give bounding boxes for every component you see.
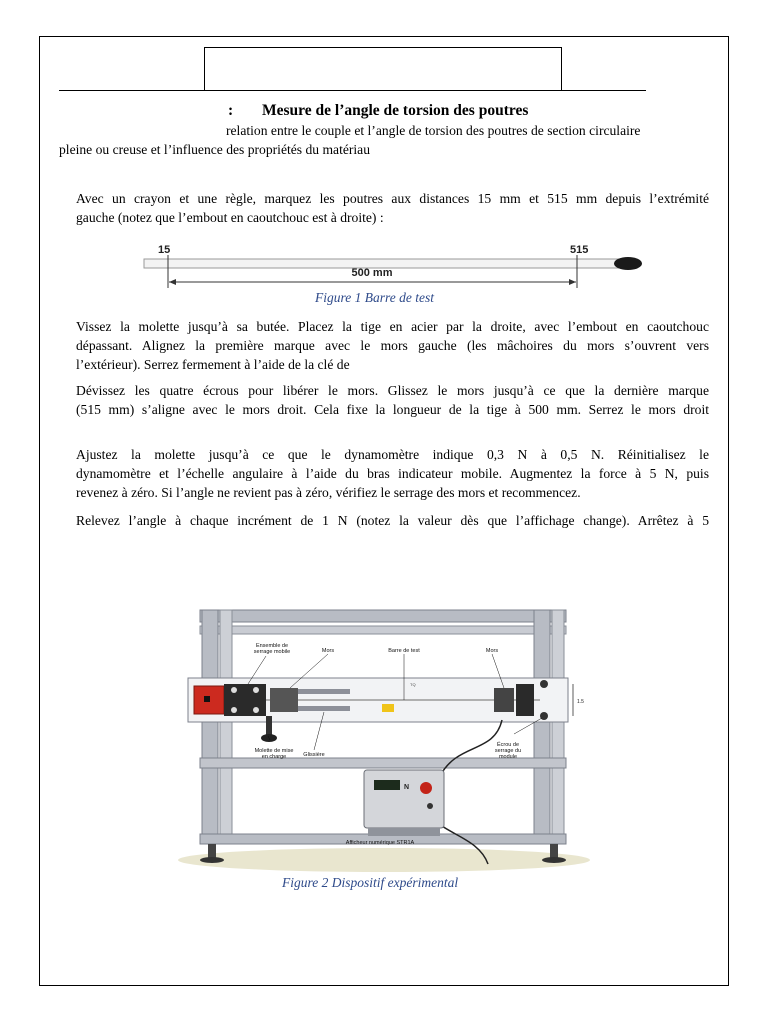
objective-paragraph <box>59 121 709 159</box>
display-screen <box>374 780 400 790</box>
paragraph-line: Avec un crayon et une règle, marquez les poutres aux distances 15 mm et 515 mm depuis l’extrémité <box>76 191 709 206</box>
label-slide: Glissière <box>303 752 325 758</box>
label-module-nut: Écrou de serrage du module <box>494 742 522 760</box>
paragraph-line: Dévissez les quatre écrous pour libérer le mors. Glissez le mors jusqu’à ce que la dernière marque <box>76 383 709 398</box>
frame-post-left <box>202 610 218 844</box>
foot-left <box>208 844 216 858</box>
foot-right-pad <box>542 857 566 863</box>
title-box <box>204 47 562 91</box>
frame-top-inner <box>200 626 566 634</box>
label-display: Afficheur numérique STR1A <box>345 840 415 846</box>
paragraph-line: revenez à zéro. Si l’angle ne revient pas à zéro, vérifiez le serrage des mors et recommencez. <box>76 485 581 500</box>
label-clamp-assembly: Ensemble de serrage mobile <box>253 643 291 655</box>
frame-post-right <box>534 610 550 844</box>
label-clamp-left: Mors <box>321 648 335 654</box>
module-block-right <box>516 684 534 716</box>
frame-post-right-inner <box>552 610 564 844</box>
paragraph-line: dynamomètre et l’échelle angulaire à l’aide du bras indicateur mobile. Augmentez la force à 5 N, puis <box>76 466 709 481</box>
connector-icon <box>427 803 433 809</box>
foot-left-pad <box>200 857 224 863</box>
knob-stem <box>266 716 272 736</box>
bolt-icon <box>253 687 259 693</box>
arrow-left-icon <box>169 279 176 285</box>
bolt-icon <box>231 707 237 713</box>
clamp-left <box>270 688 298 712</box>
floor-shadow <box>178 848 590 872</box>
objective-line: relation entre le couple et l’angle de torsion des poutres de section circulaire <box>226 123 641 138</box>
label-clamp-right: Mors <box>485 648 499 654</box>
section-heading <box>228 102 528 120</box>
mark-left-label: 15 <box>158 244 171 256</box>
digital-display-unit <box>364 770 444 828</box>
foot-right <box>550 844 558 858</box>
arrow-right-icon <box>569 279 576 285</box>
frame-post-left-inner <box>220 610 232 844</box>
apparatus-figure <box>178 604 590 876</box>
header-rule <box>59 90 646 91</box>
length-label: 500 mm <box>351 267 393 279</box>
clamp-right <box>494 688 514 712</box>
figure2-caption: Figure 2 Dispositif expérimental <box>282 875 459 890</box>
bolt-icon <box>253 707 259 713</box>
label-test-bar: Barre de test <box>388 648 420 654</box>
clamp-assembly-left <box>224 684 266 716</box>
module-nut-icon <box>540 680 548 688</box>
heading-title: Mesure de l’angle de torsion des poutres <box>262 102 529 119</box>
paragraph-marking <box>76 189 709 227</box>
paragraph-line: gauche (notez que l’embout en caoutchouc est à droite) : <box>76 210 384 225</box>
objective-line: pleine ou creuse et l’influence des propriétés du matériau <box>59 142 371 157</box>
bolt-icon <box>231 687 237 693</box>
side-dimension-label: 1.5 <box>577 699 584 705</box>
paragraph-clamping <box>76 317 709 374</box>
paragraph-line: dépassant. Alignez la première marque avec le mors gauche (les mâchoires du mors s’ouvrent vers <box>76 338 709 353</box>
figure1-caption: Figure 1 Barre de test <box>315 290 434 305</box>
mark-right-label: 515 <box>570 244 589 256</box>
label-knob: Molette de mise en charge <box>254 748 294 760</box>
brand-decal: TQ <box>410 682 416 687</box>
slide-rail-bottom <box>298 706 350 711</box>
unit-n-label: N <box>404 784 410 791</box>
test-bar-figure <box>140 238 660 290</box>
slide-rail-top <box>298 689 350 694</box>
paragraph-line: Ajustez la molette jusqu’à ce que le dynamomètre indique 0,3 N à 0,5 N. Réinitialisez le <box>76 447 709 462</box>
paragraph-record <box>76 511 709 530</box>
red-button-icon <box>420 782 432 794</box>
display-base <box>368 828 440 836</box>
paragraph-line: Relevez l’angle à chaque incrément de 1 N (notez la valeur dès que l’affichage change). Arrêtez à 5 <box>76 513 709 528</box>
red-block-hole <box>204 696 210 702</box>
paragraph-line: Vissez la molette jusqu’à sa butée. Placez la tige en acier par la droite, avec l’embout en caoutchouc <box>76 319 709 334</box>
warning-decal <box>382 704 394 712</box>
paragraph-line: l’extérieur). Serrez fermement à l’aide de la clé de <box>76 357 350 372</box>
paragraph-length <box>76 381 709 419</box>
module-nut-icon <box>540 712 548 720</box>
paragraph-line: (515 mm) s’aligne avec le mors droit. Cela fixe la longueur de la tige à 500 mm. Serrez le mors droit <box>76 402 709 417</box>
frame-top <box>200 610 566 622</box>
paragraph-adjust <box>76 445 709 502</box>
rubber-tip <box>614 257 642 270</box>
heading-prefix: : <box>228 102 234 119</box>
